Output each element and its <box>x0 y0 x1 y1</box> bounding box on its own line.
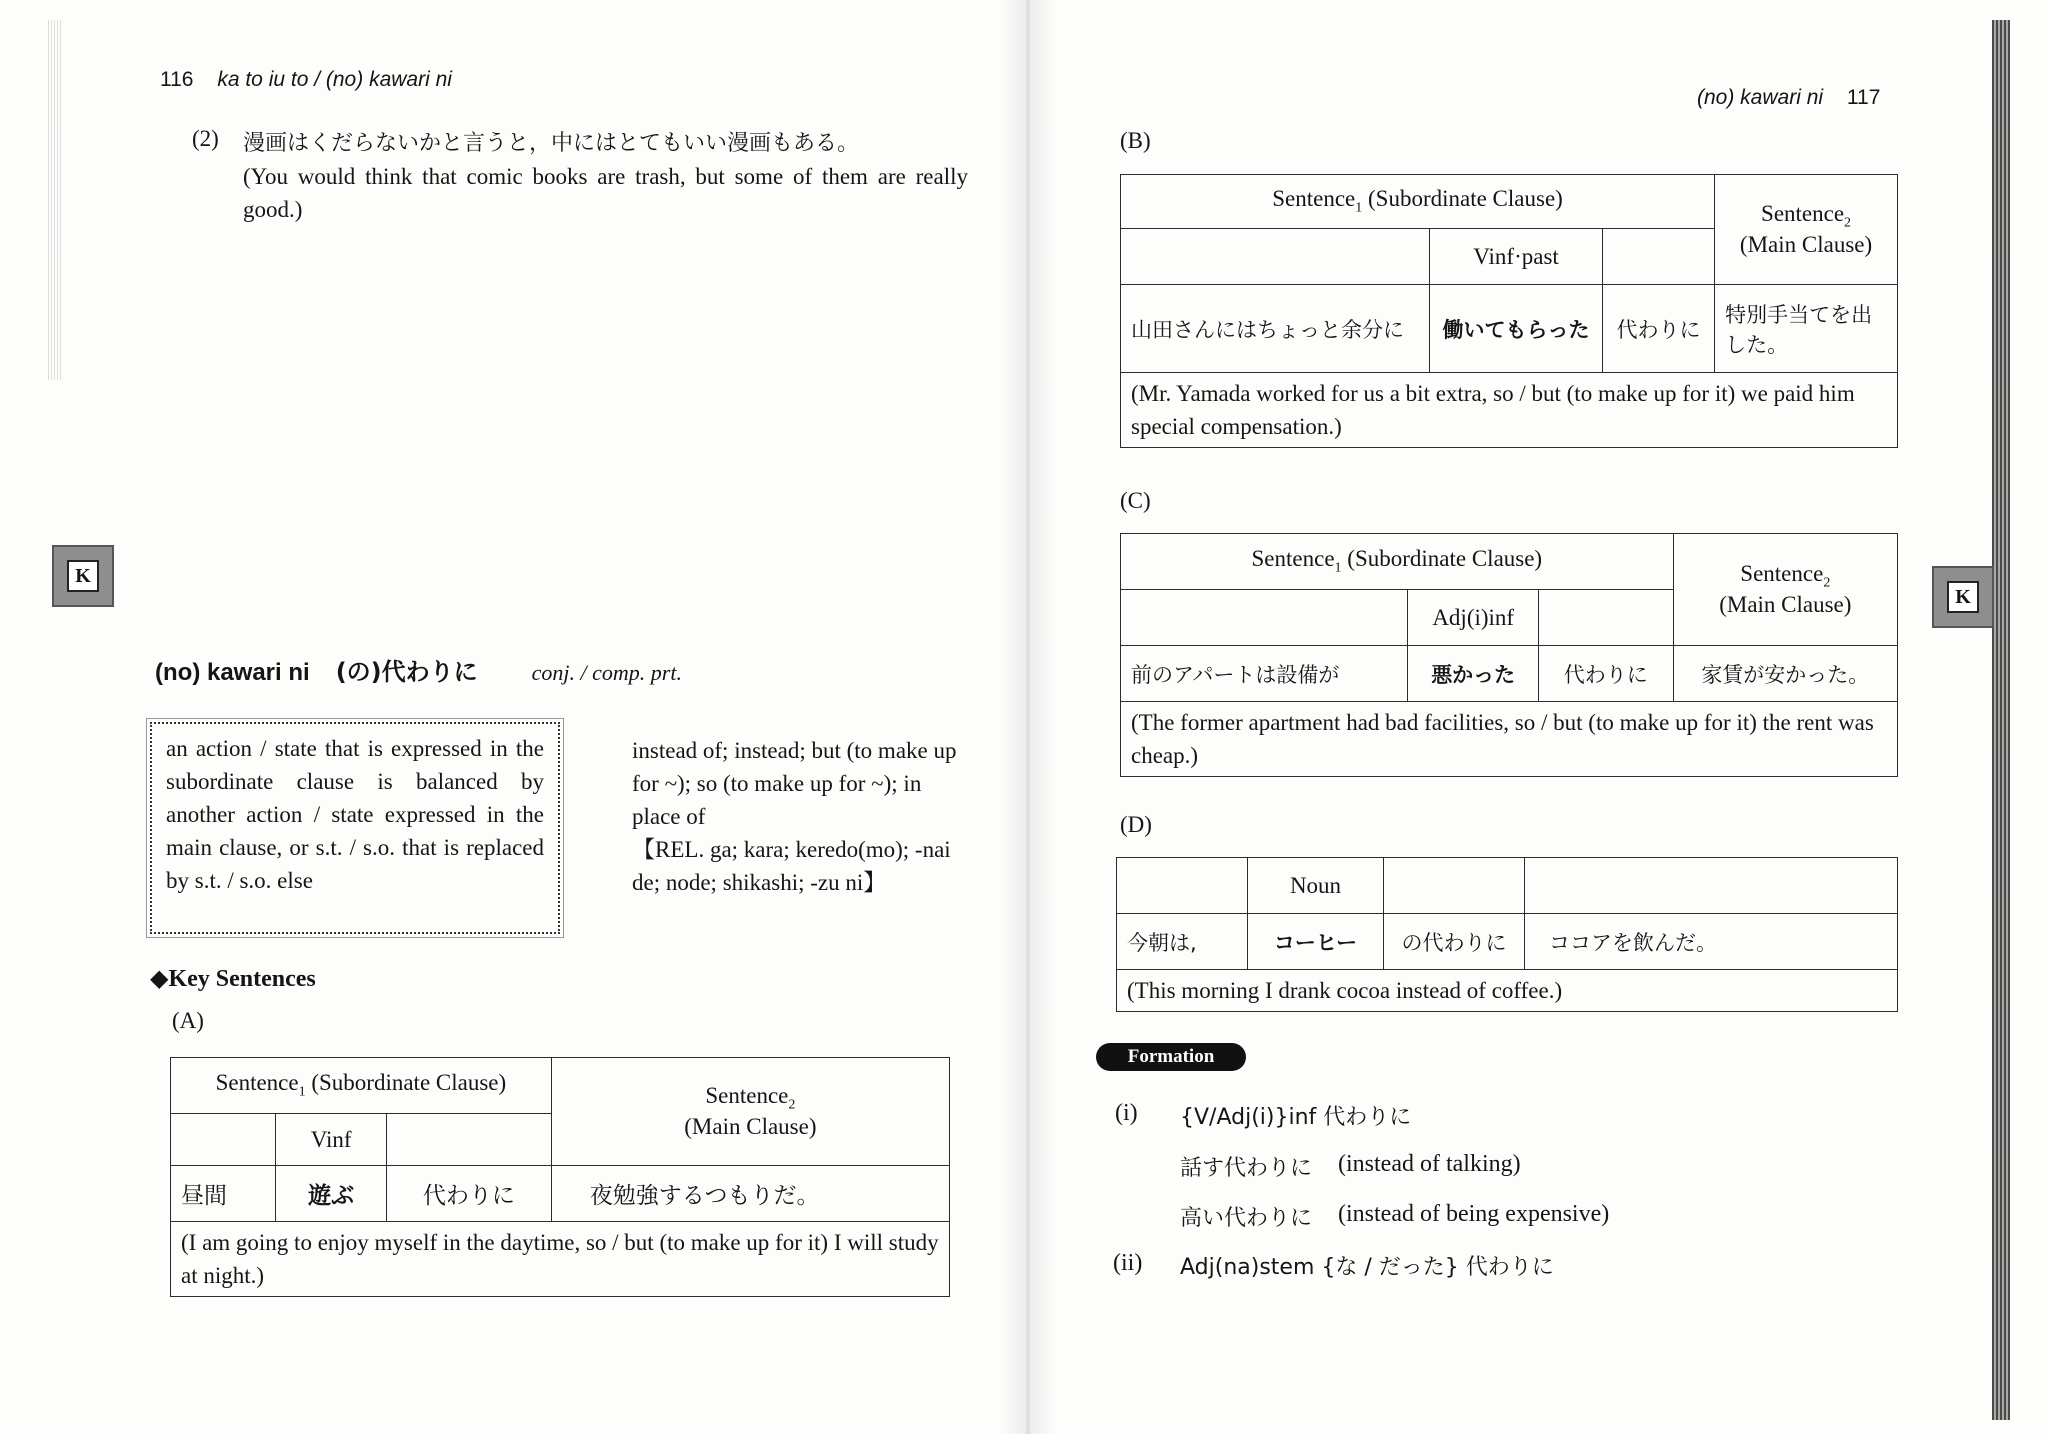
book-gutter <box>1000 0 1056 1434</box>
example-2-translation: (You would think that comic books are trash, but some of them are really good.) <box>243 164 968 222</box>
meaning-text: instead of; instead; but (to make up for ~); so (to make up for ~); in place of <box>632 738 957 829</box>
formation-i-rule: {V/Adj(i)}inf 代わりに <box>1180 1105 1412 1130</box>
table-cell: 代わりに <box>1538 646 1673 702</box>
formation-badge: Formation <box>1096 1043 1246 1071</box>
table-sub-label: Noun <box>1248 858 1384 914</box>
table-header-subordinate: Sentence$_1$ (Subordinate Clause) <box>1121 175 1715 229</box>
table-header-main: Sentence$_2$ (Main Clause) <box>1673 534 1897 646</box>
sentence-d-table <box>1116 857 1898 1012</box>
side-tab-k-left: K <box>52 545 114 607</box>
right-header-title: (no) kawari ni <box>1697 86 1824 109</box>
table-cell: 悪かった <box>1408 646 1539 702</box>
left-page-number: 116 <box>160 68 194 91</box>
table-cell: 働いてもらった <box>1430 285 1603 373</box>
table-sub-label: Adj(i)inf <box>1408 590 1539 646</box>
sentence-c-table <box>1120 533 1898 777</box>
meaning-block <box>632 734 962 899</box>
formation-i-example-1-jp: 話す代わりに <box>1180 1156 1313 1181</box>
entry-romaji: (no) kawari ni <box>155 659 310 686</box>
table-translation: (I am going to enjoy myself in the daytime, so / but (to make up for it) I will study at night.) <box>171 1222 950 1297</box>
table-cell: 山田さんにはちょっと余分に <box>1121 285 1430 373</box>
table-header-subordinate: Sentence$_1$ (Subordinate Clause) <box>1121 534 1674 590</box>
table-translation: (Mr. Yamada worked for us a bit extra, so / but (to make up for it) we paid him special compensation.) <box>1121 373 1898 448</box>
page-edge-left <box>48 20 62 380</box>
table-cell: の代わりに <box>1384 914 1525 970</box>
formation-ii-number: (ii) <box>1113 1250 1143 1276</box>
table-sub-label: Vinf <box>276 1114 387 1166</box>
formation-i-example-2-jp: 高い代わりに <box>1180 1206 1313 1231</box>
example-2-number: (2) <box>192 126 219 151</box>
side-tab-k-right: K <box>1932 566 1994 628</box>
table-cell: 前のアパートは設備が <box>1121 646 1408 702</box>
sentence-a-label: (A) <box>172 1008 204 1033</box>
right-page-number: 117 <box>1846 86 1881 109</box>
entry-heading <box>155 652 682 687</box>
table-sub-label: Vinf·past <box>1430 229 1603 285</box>
table-cell: 家賃が安かった。 <box>1673 646 1897 702</box>
page-edge-right <box>1992 20 2010 1420</box>
table-cell: 特別手当てを出した。 <box>1715 285 1898 373</box>
sentence-b-table <box>1120 174 1898 448</box>
table-cell: 遊ぶ <box>276 1166 387 1222</box>
table-header-main: Sentence$_2$ (Main Clause) <box>551 1058 949 1166</box>
formation-i-example-2-en: (instead of being expensive) <box>1338 1201 1610 1227</box>
table-cell: 夜勉強するつもりだ。 <box>551 1166 949 1222</box>
example-2-japanese: 漫画はくだらないかと言うと，中にはとてもいい漫画もある。 <box>243 131 860 156</box>
table-cell: 代わりに <box>386 1166 551 1222</box>
formation-ii-rule: Adj(na)stem {な / だった} 代わりに <box>1180 1255 1554 1280</box>
table-translation: (This morning I drank cocoa instead of coffee.) <box>1117 970 1898 1012</box>
table-cell: 今朝は, <box>1117 914 1248 970</box>
right-running-header <box>1697 86 1880 110</box>
table-translation: (The former apartment had bad facilities, so / but (to make up for it) the rent was cheap.) <box>1121 702 1898 777</box>
table-header-subordinate: Sentence$_1$ (Subordinate Clause) <box>171 1058 552 1114</box>
definition-box: an action / state that is expressed in the subordinate clause is balanced by another action / state expressed in the main clause, or s.t. / s.o. that is replaced by s.t. / s.o. else <box>150 722 560 934</box>
sentence-d-label: (D) <box>1120 812 1152 837</box>
table-cell: コーヒー <box>1248 914 1384 970</box>
sentence-c-label: (C) <box>1120 488 1151 513</box>
entry-part-of-speech: conj. / comp. prt. <box>531 660 682 685</box>
entry-kanji: (の)代わりに <box>335 658 478 686</box>
related-entries: 【REL. ga; kara; keredo(mo); -nai de; node; shikashi; -zu ni】 <box>632 837 951 895</box>
sentence-b-label: (B) <box>1120 128 1151 153</box>
table-header-main: Sentence$_2$ (Main Clause) <box>1715 175 1898 285</box>
table-cell: ココアを飲んだ。 <box>1525 914 1898 970</box>
table-cell: 代わりに <box>1602 285 1714 373</box>
left-header-title: ka to iu to / (no) kawari ni <box>217 68 452 91</box>
table-cell: 昼間 <box>171 1166 276 1222</box>
left-running-header <box>160 68 452 92</box>
formation-i-example-1-en: (instead of talking) <box>1338 1151 1521 1177</box>
key-sentences-heading: ◆Key Sentences <box>150 966 316 992</box>
sentence-a-table <box>170 1057 950 1297</box>
formation-i-number: (i) <box>1115 1100 1138 1126</box>
